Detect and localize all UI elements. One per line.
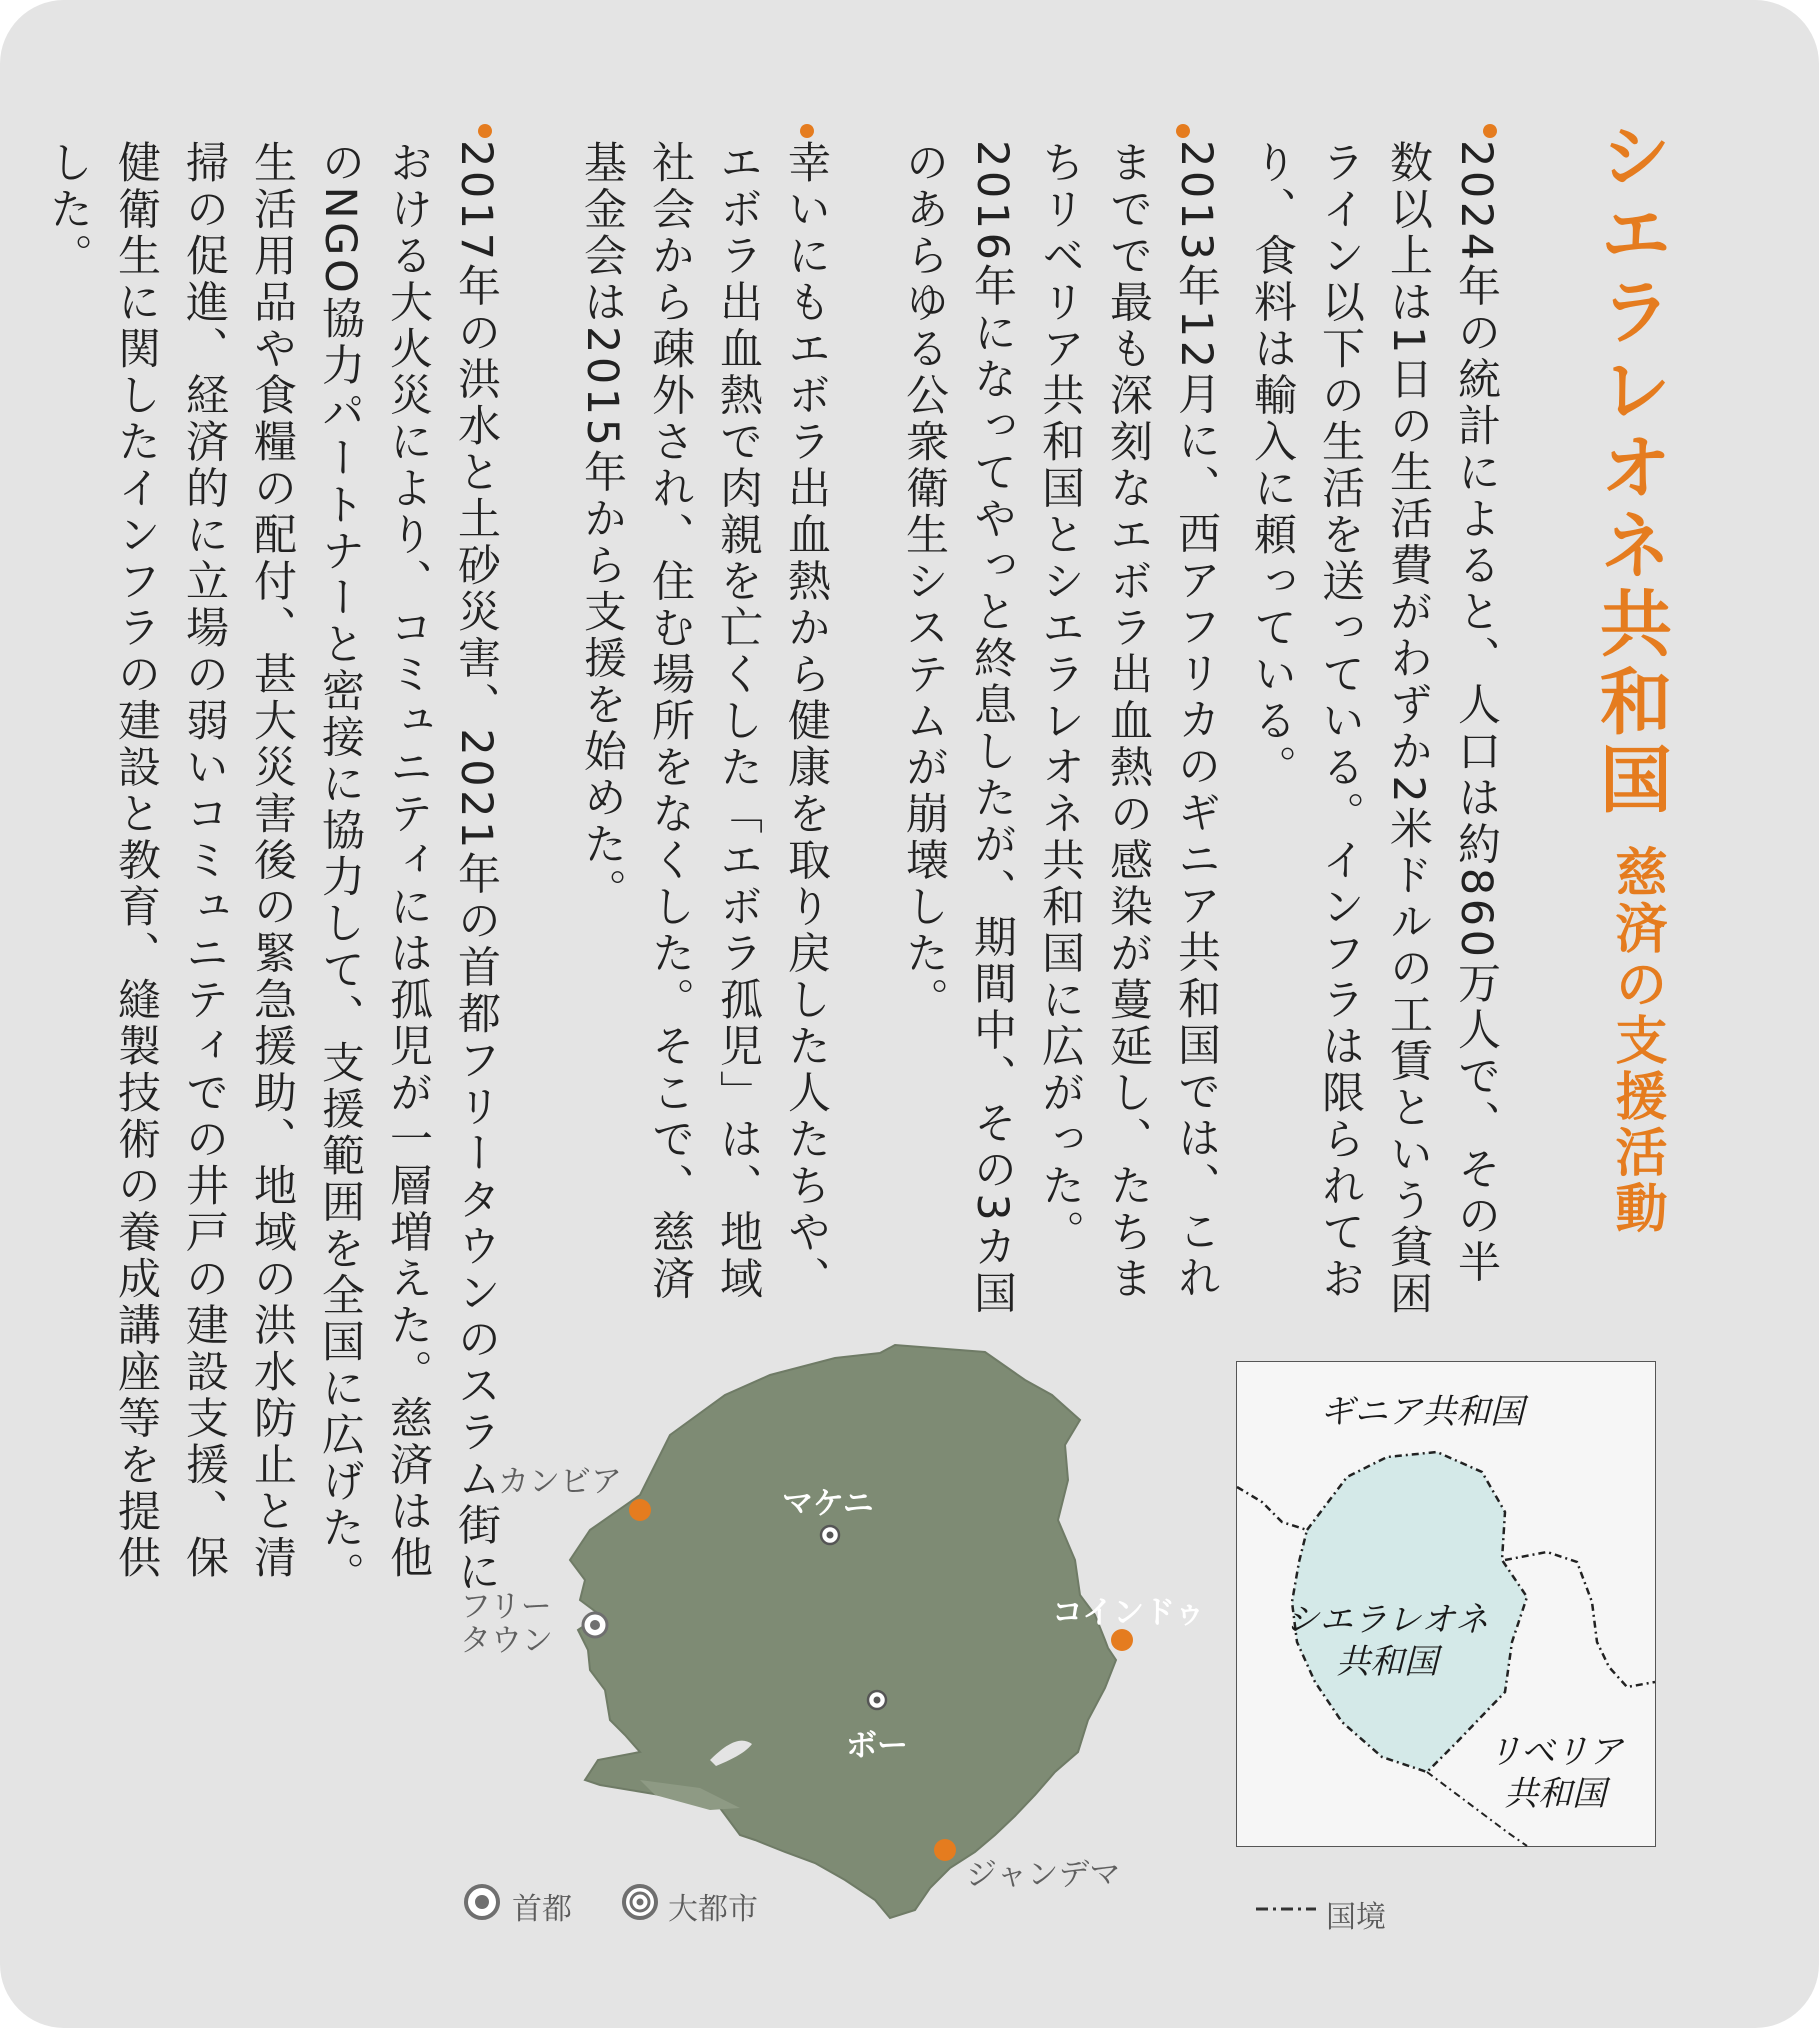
legend-border: 国境 [1326,1900,1386,1935]
page-title: シエラレオネ共和国 [1588,118,1672,820]
inset-label-liberia-1: リベリア [1487,1732,1623,1772]
makeni-city-icon [821,1526,839,1544]
bullet-icon [1483,124,1497,138]
inset-label-sierra-leone-1: シエラレオネ [1285,1600,1489,1640]
freetown-capital-icon [583,1613,607,1637]
legend-major-city: 大都市 [668,1892,758,1927]
koidu-marker [1111,1629,1133,1651]
bullet-icon [478,124,492,138]
label-freetown-2: タウン [460,1623,553,1659]
paragraph-4: 2017年の洪水と土砂災害、2021年の首都フリータウンのスラム街における大火災により、コミュニティには孤児が一層増えた。慈済は他のNGO協力パートナーと密接に協力して、支援範囲を全国に広げた。生活用品や食糧の配付、甚大災害後の緊急援助、地域の洪水防止と清掃の促進、経済的に立場の弱いコミュニティでの井戸の建設支援、保健衛生に関したインフラの建設と教育、縫製技術の養成講座等を提供した。 [43,140,501,1599]
bo-city-icon [868,1691,886,1709]
label-freetown-1: フリー [460,1589,552,1625]
inset-label-liberia-2: 共和国 [1504,1774,1606,1814]
label-jendema: ジャンデマ [966,1857,1121,1893]
label-makeni: マケニ [782,1486,874,1522]
major-city-legend-icon [620,1882,660,1922]
label-koidu: コインドゥ [1052,1595,1206,1631]
legend-capital: 首都 [512,1892,572,1927]
inset-label-sierra-leone-2: 共和国 [1336,1642,1438,1682]
liberia-border [1505,1552,1655,1687]
jendema-marker [934,1839,956,1861]
inset-label-guinea: ギニア共和国 [1320,1392,1524,1432]
kambia-marker [629,1499,651,1521]
country-shape [570,1345,1116,1918]
border-legend-icon [1256,1903,1316,1915]
page-subtitle: 慈済の支援活動 [1606,845,1666,1237]
paragraph-3: 幸いにもエボラ出血熱から健康を取り戻した人たちや、エボラ出血熱で肉親を亡くした「エボラ孤児」は、地域社会から疎外され、住む場所をなくした。そこで、慈済基金会は2015年から支援を始めた。 [577,140,831,1303]
inset-regional-map [1236,1361,1656,1847]
capital-legend-icon [462,1882,502,1922]
label-kambia: カンビア [498,1464,622,1500]
bullet-icon [800,124,814,138]
paragraph-1: 2024年の統計によると、人口は約860万人で、その半数以上は1日の生活費がわずか2米ドルの工賃という貧困ライン以下の生活を送っている。インフラは限られており、食料は輸入に頼っている。 [1247,140,1501,1318]
bullet-icon [1176,124,1190,138]
label-bo: ボー [846,1728,908,1764]
paragraph-2: 2013年12月に、西アフリカのギニア共和国では、これまでで最も深刻なエボラ出血熱の感染が蔓延し、たちまちリベリア共和国とシエラレオネ共和国に広がった。2016年になってやっと終息したが、期間中、その3カ国のあらゆる公衆衛生システムが崩壊した。 [899,140,1221,1318]
guinea-border-west [1237,1487,1307,1530]
